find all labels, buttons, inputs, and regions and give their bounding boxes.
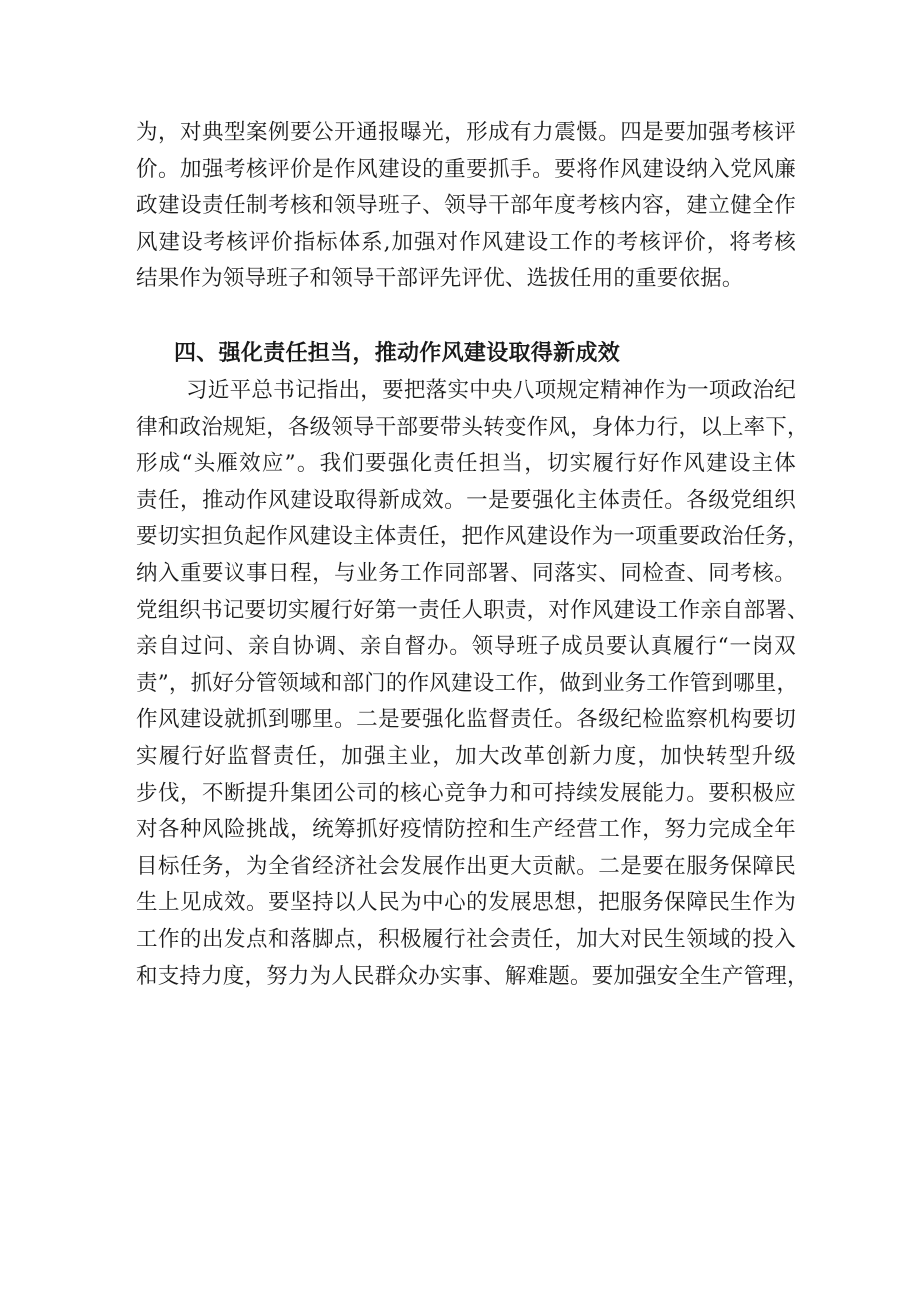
- text-line: 党组织书记要切实履行好第一责任人职责，对作风建设工作亲自部署、: [136, 597, 809, 623]
- text-line: 实履行好监督责任，加强主业，加大改革创新力度，加快转型升级: [136, 743, 796, 769]
- section-heading: 四、强化责任担当，推动作风建设取得新成效: [174, 341, 621, 366]
- text-line: 习近平总书记指出，要把落实中央八项规定精神作为一项政治纪: [186, 378, 796, 403]
- text-line: 形成“头雁效应”。我们要强化责任担当，切实履行好作风建设主体: [136, 451, 796, 477]
- text-line: 作风建设就抓到哪里。二是要强化监督责任。各级纪检监察机构要切: [136, 707, 796, 733]
- text-line: 纳入重要议事日程，与业务工作同部署、同落实、同检查、同考核。: [136, 560, 796, 586]
- text-line: 对各种风险挑战，统筹抓好疫情防控和生产经营工作，努力完成全年: [136, 817, 796, 843]
- paragraph-continuation: [136, 115, 796, 298]
- text-line: 风建设考核评价指标体系,加强对作风建设工作的考核评价，将考核: [136, 229, 796, 255]
- paragraph-body: [136, 373, 809, 995]
- text-line: 责”，抓好分管领域和部门的作风建设工作，做到业务工作管到哪里，: [136, 670, 799, 696]
- text-line: 结果作为领导班子和领导干部评先评优、选拔任用的重要依据。: [136, 266, 744, 292]
- text-line: 亲自过问、亲自协调、亲自督办。领导班子成员要认真履行“一岗双: [136, 634, 796, 660]
- text-line: 为，对典型案例要公开通报曝光，形成有力震慑。四是要加强考核评: [136, 120, 796, 145]
- text-line: 要切实担负起作风建设主体责任，把作风建设作为一项重要政治任务，: [136, 524, 809, 550]
- text-line: 律和政治规矩，各级领导干部要带头转变作风，身体力行，以上率下，: [136, 414, 809, 440]
- text-line: 政建设责任制考核和领导班子、领导干部年度考核内容，建立健全作: [136, 193, 796, 219]
- text-line: 目标任务，为全省经济社会发展作出更大贡献。二是要在服务保障民: [136, 853, 796, 879]
- text-line: 工作的出发点和落脚点，积极履行社会责任，加大对民生领域的投入: [136, 926, 796, 952]
- text-line: 步伐，不断提升集团公司的核心竞争力和可持续发展能力。要积极应: [136, 780, 796, 806]
- text-line: 价。加强考核评价是作风建设的重要抓手。要将作风建设纳入党风廉: [136, 156, 796, 182]
- text-line: 责任，推动作风建设取得新成效。一是要强化主体责任。各级党组织: [136, 487, 796, 513]
- text-line: 和支持力度，努力为人民群众办实事、解难题。要加强安全生产管理，: [136, 963, 809, 989]
- text-line: 生上见成效。要坚持以人民为中心的发展思想，把服务保障民生作为: [136, 890, 796, 916]
